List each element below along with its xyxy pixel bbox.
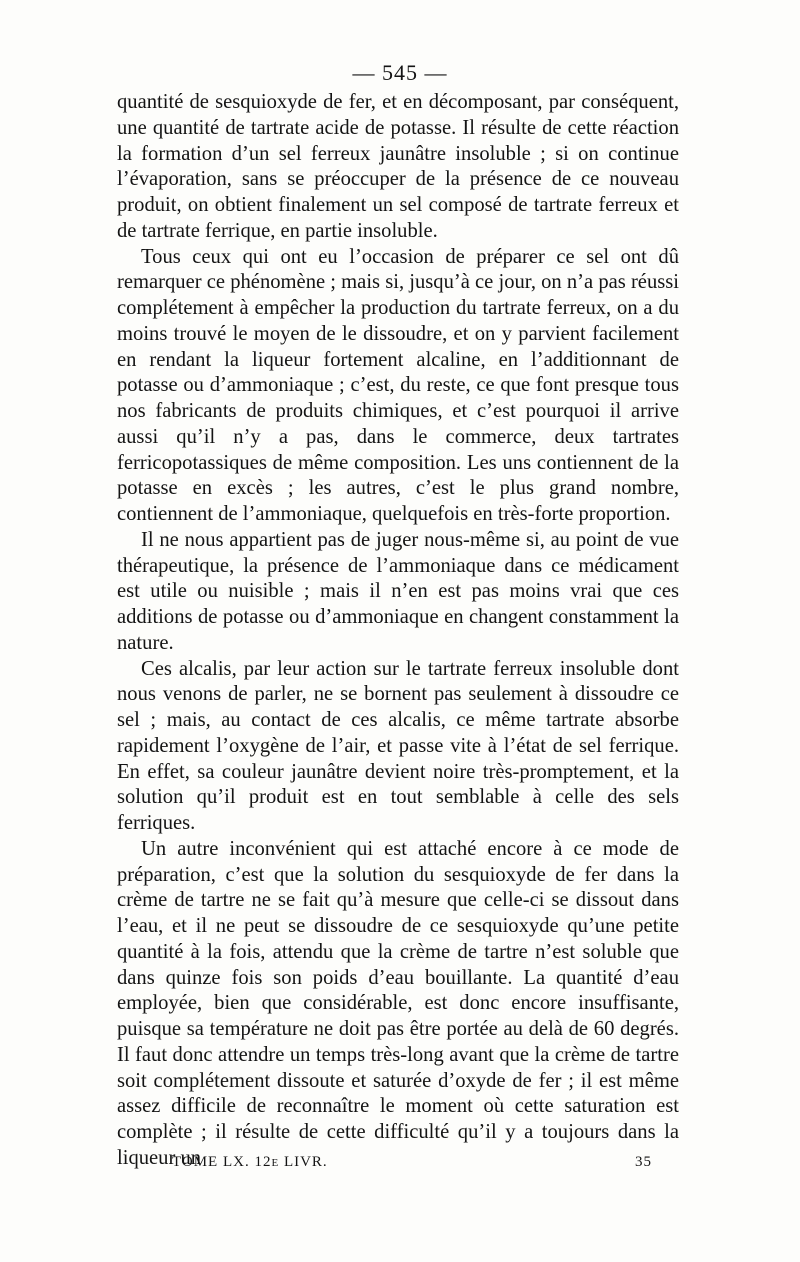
sheet-number: 35 bbox=[635, 1154, 652, 1170]
paragraph-2: Tous ceux qui ont eu l’occasion de préparer ce sel ont dû remarquer ce phénomène ; mais si, jusqu’à ce jour, on n’a pas réussi complétement à empêcher la production du tartrate ferreux, on a du moins trouvé le moyen de le dissoudre, et on y parvient facilement en rendant la liqueur fortement alcaline, en l’additionnant de potasse ou d’ammoniaque ; c’est, du reste, ce que font presque tous nos fabricants de produits chimiques, et c’est pourquoi il arrive aussi qu’il n’y a pas, dans le commerce, deux tartrates ferricopotassiques de même composition. Les uns contiennent de la potasse en excès ; les autres, c’est le plus grand nombre, contiennent de l’ammoniaque, quelquefois en très-forte proportion. bbox=[117, 245, 679, 525]
volume-signature: TOME LX. 12e LIVR. bbox=[172, 1154, 328, 1170]
page-number: — 545 — bbox=[352, 60, 448, 85]
paragraph-1: quantité de sesquioxyde de fer, et en décomposant, par conséquent, une quantité de tartrate acide de potasse. Il résulte de cette réaction la formation d’un sel ferreux jaunâtre insoluble ; si on continue l’évaporation, sans se préoccuper de la présence de ce nouveau produit, on obtient finalement un sel composé de tartrate ferreux et de tartrate ferrique, en partie insoluble. bbox=[117, 91, 679, 242]
page-footer bbox=[172, 1154, 652, 1171]
paragraph-4: Ces alcalis, par leur action sur le tartrate ferreux insoluble dont nous venons de parler, ne se bornent pas seulement à dissoudre ce sel ; mais, au contact de ces alcalis, ce même tartrate absorbe rapidement l’oxygène de l’air, et passe vite à l’état de sel ferrique. En effet, sa couleur jaunâtre devient noire très-promptement, et la solution qu’il produit est en tout semblable à celle des sels ferriques. bbox=[117, 657, 679, 834]
paragraph-5: Un autre inconvénient qui est attaché encore à ce mode de préparation, c’est que la solution du sesquioxyde de fer dans la crème de tartre ne se fait qu’à mesure que celle-ci se dissout dans l’eau, et il ne peut se dissoudre de ce sesquioxyde qu’une petite quantité à la fois, attendu que la crème de tartre n’est soluble que dans quinze fois son poids d’eau bouillante. La quantité d’eau employée, bien que considérable, est donc encore insuffisante, puisque sa température ne doit pas être portée au delà de 60 degrés. Il faut donc attendre un temps très-long avant que la crème de tartre soit complétement dissoute et saturée d’oxyde de fer ; il est même assez difficile de reconnaître le moment où cette saturation est complète ; il résulte de cette difficulté qu’il y a toujours dans la liqueur un bbox=[117, 837, 679, 1169]
paragraph-3: Il ne nous appartient pas de juger nous-même si, au point de vue thérapeutique, la présence de l’ammoniaque dans ce médicament est utile ou nuisible ; mais il n’en est pas moins vrai que ces additions de potasse ou d’ammoniaque en changent constamment la nature. bbox=[117, 528, 679, 654]
body-text bbox=[117, 90, 679, 1172]
